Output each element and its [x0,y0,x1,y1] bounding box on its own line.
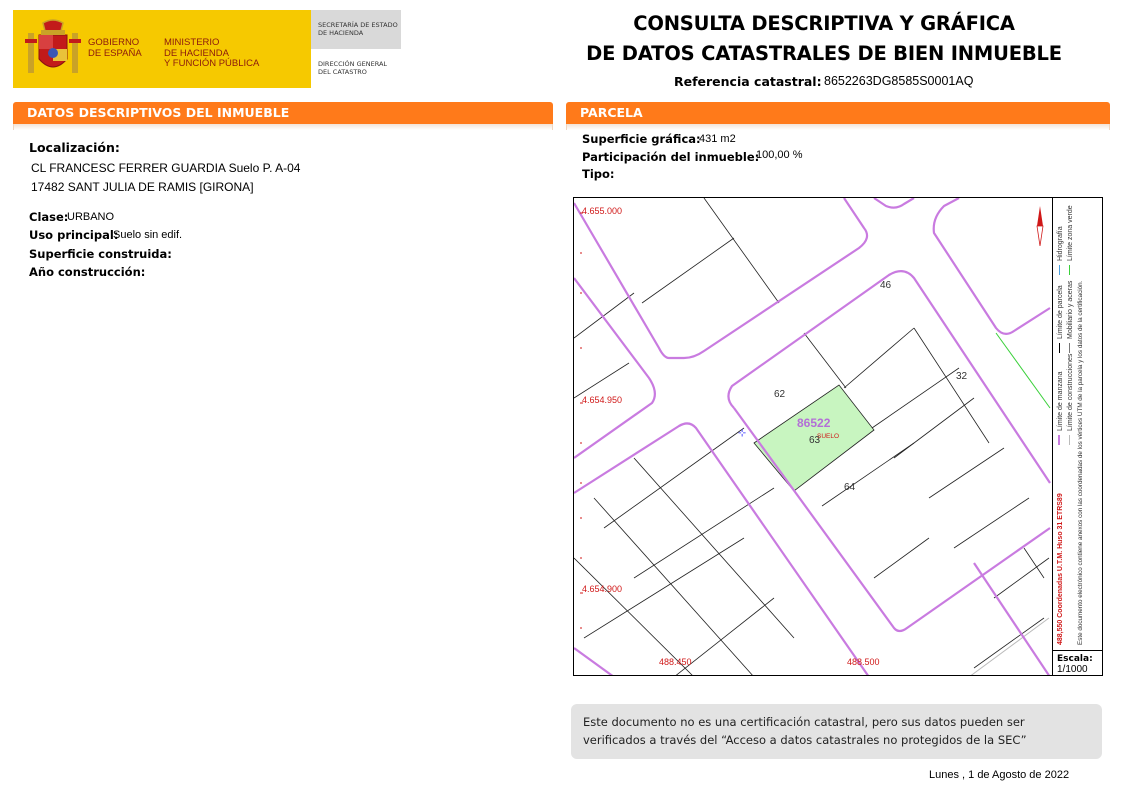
block-number: 64 [844,482,856,493]
ministerio-text [164,38,259,70]
legend-mobiliario: Mobiliario y aceras [1067,280,1074,339]
page-title-line2: DE DATOS CATASTRALES DE BIEN INMUEBLE [586,42,1062,65]
y-label-1: 4.655.000 [582,206,623,216]
doc-note: Este documento electrónico contiene anexos con las coordenadas de los vértices UTM de la parcela y los datos de la certificación. [1077,280,1084,645]
direccion-line1: DIRECCIÓN GENERAL [318,60,388,68]
entrance-marker-icon: ⊹ [738,428,747,439]
x-label-1: 488.450 [659,657,692,667]
legend-separator [1052,197,1053,676]
participacion-label: Participación del inmueble: [582,150,760,164]
legend-row-2 [1066,205,1076,645]
legend-parcela: Límite de parcela [1057,285,1064,339]
parcela-section [566,102,1110,130]
parcela-header [566,102,1110,124]
secretaria-line1: SECRETARÍA DE ESTADO [318,21,398,29]
manzana-swatch [1058,435,1060,445]
ministerio-line3: Y FUNCIÓN PÚBLICA [164,58,260,69]
construcciones-swatch [1069,435,1070,445]
ministerio-line2: DE HACIENDA [164,47,229,59]
north-arrow-icon [1037,206,1043,226]
coat-of-arms-icon [25,19,81,79]
superficie-grafica-label: Superficie gráfica: [582,132,701,146]
uso-principal-value: Suelo sin edif. [113,229,183,241]
ministerio-line1: MINISTERIO [164,37,220,48]
scale-value: 1/1000 [1057,664,1088,675]
y-label-3: 4.654.900 [582,584,623,594]
government-logo [13,10,311,88]
coords-note: 488,550 Coordenadas U.T.M. Huso 31 ETRS89 [1057,493,1064,645]
block-number: 46 [880,280,892,291]
zona-verde-swatch [1069,265,1070,275]
legend-construcciones: Límite de construcciones [1067,353,1074,431]
block-number: 32 [956,371,968,382]
datos-descriptivos-section [13,102,553,130]
datos-descriptivos-title-a: DATOS DESCRIPTIVOS DEL [27,105,217,120]
localizacion-line1: CL FRANCESC FERRER GUARDIA Suelo P. A-04 [31,161,301,175]
zona-verde-line [996,333,1050,408]
tipo-label: Tipo: [582,167,615,181]
secretaria-box [311,10,401,49]
hidro-swatch [1059,265,1060,275]
x-label-2: 488.500 [847,657,880,667]
localizacion-line2: 17482 SANT JULIA DE RAMIS [GIRONA] [31,180,254,194]
legend-manzana: Límite de manzana [1057,371,1064,431]
referencia-label: Referencia catastral: [674,74,822,89]
block-number: 63 [809,435,821,446]
scale-label: Escala: [1057,654,1093,664]
direccion-text [318,61,387,76]
disclaimer-notice: Este documento no es una certificación catastral, pero sus datos pueden ser verificados a través del “Acceso a datos catastrales no protegidos de la SEC” [571,704,1102,759]
map-legend [1056,205,1104,645]
document-date: Lunes , 1 de Agosto de 2022 [929,769,1070,781]
cadastral-map[interactable] [573,197,1103,676]
legend-row-1 [1056,205,1066,645]
parcela-title: PARCELA [580,105,643,120]
superficie-grafica-value: 431 m2 [699,133,736,145]
mobiliario-swatch [1069,343,1070,353]
superficie-construida-label: Superficie construida: [29,247,172,261]
page-title-line1: CONSULTA DESCRIPTIVA Y GRÁFICA [633,12,1015,35]
anio-construccion-label: Año construcción: [29,265,146,279]
parcel-id-label: 86522 [797,416,831,430]
clase-value: URBANO [67,211,115,223]
construction-line [969,618,1049,676]
secretaria-line2: DE HACIENDA [318,28,364,37]
legend-hidrografia: Hidrografía [1057,226,1064,261]
legend-zona-verde: Límite zona verde [1067,205,1074,261]
referencia-value: 8652263DG8585S0001AQ [824,74,974,88]
gobierno-line2: DE ESPAÑA [88,47,142,59]
block-number: 62 [774,389,786,400]
y-label-2: 4.654.950 [582,395,623,405]
datos-descriptivos-title-b: INMUEBLE [216,105,290,120]
gobierno-text [88,38,142,59]
uso-principal-label: Uso principal: [29,228,119,242]
datos-descriptivos-header [13,102,553,124]
clase-label: Clase: [29,210,69,224]
direccion-line2: DEL CATASTRO [318,67,367,76]
localizacion-label: Localización: [29,140,120,155]
header-shadow [13,124,553,130]
scale-box [1052,650,1103,676]
gobierno-line1: GOBIERNO [88,37,140,48]
participacion-value: 100,00 % [756,149,803,161]
legend-row-3 [1076,205,1086,645]
header-shadow [566,124,1110,130]
parcel-tag-label: SUELO [817,433,840,440]
parcela-swatch [1059,343,1060,353]
